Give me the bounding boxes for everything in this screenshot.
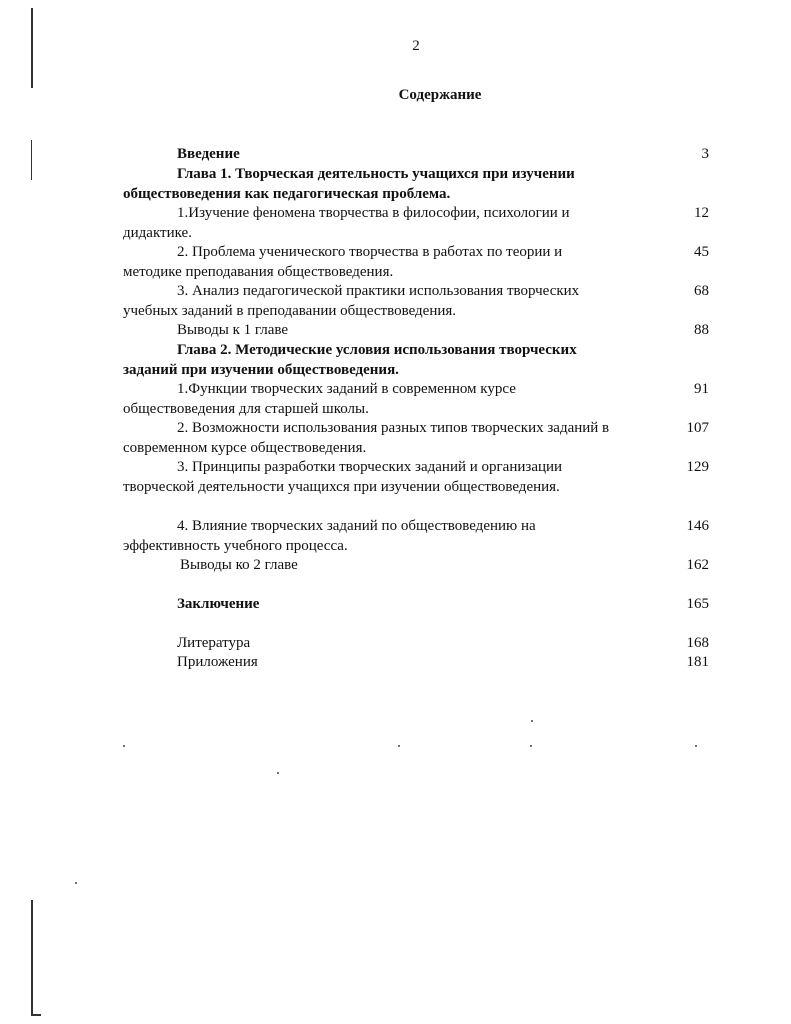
- toc-page-number: 146: [686, 518, 709, 534]
- toc-page-number: 45: [694, 244, 709, 260]
- toc-entry-conclusion: Заключение: [177, 596, 260, 612]
- scan-speck: [398, 745, 400, 747]
- scan-edge-line: [31, 8, 33, 88]
- toc-page-number: 168: [686, 635, 709, 651]
- toc-entry-2-4: 4. Влияние творческих заданий по обществоведению на эффективность учебного процесса.: [123, 518, 536, 554]
- toc-entry-1-2: 2. Проблема ученического творчества в работах по теории и методике преподавания обществоведения.: [123, 244, 563, 280]
- scan-speck: [531, 720, 533, 722]
- toc-page-number: 68: [694, 283, 709, 299]
- toc-page-number: 181: [686, 654, 709, 670]
- toc-entry-2-2: 2. Возможности использования разных типов творческих заданий в современном курсе обществоведения.: [123, 420, 610, 456]
- scan-speck: [277, 772, 279, 774]
- scan-speck: [123, 745, 125, 747]
- toc-entry-2-3: 3. Принципы разработки творческих заданий и организации творческой деятельности учащихся при изучении обществоведения.: [123, 459, 563, 495]
- toc-page-number: 165: [686, 596, 709, 612]
- scan-edge-line: [31, 140, 32, 180]
- toc-page-number: 88: [694, 322, 709, 338]
- page-number: 2: [412, 38, 420, 54]
- scan-speck: [695, 745, 697, 747]
- toc-title: Содержание: [398, 87, 482, 103]
- toc-chapter-2-title: Глава 2. Методические условия использования творческих заданий при изучении обществоведения.: [123, 342, 577, 378]
- toc-page-number: 107: [686, 420, 709, 436]
- scan-edge-line: [31, 1014, 41, 1016]
- scan-speck: [75, 882, 77, 884]
- toc-entry-1-3: 3. Анализ педагогической практики использования творческих учебных заданий в преподавании обществоведения.: [123, 283, 580, 319]
- toc-entry-2-1: 1.Функции творческих заданий в современном курсе обществоведения для старшей школы.: [123, 381, 516, 417]
- toc-entry-2-conclusions: Выводы ко 2 главе: [180, 557, 298, 573]
- toc-entry-intro: [123, 145, 623, 165]
- toc-entry-literature: Литература: [177, 635, 251, 651]
- toc-page-number: 162: [686, 557, 709, 573]
- toc-chapter-1-title: Глава 1. Творческая деятельность учащихся при изучении обществоведения как педагогическая проблема.: [123, 166, 575, 202]
- toc-page-number: 12: [694, 205, 709, 221]
- scan-speck: [530, 745, 532, 747]
- toc-entry-1-conclusions: Выводы к 1 главе: [177, 322, 289, 338]
- toc-page-number: 129: [686, 459, 709, 475]
- scan-edge-line: [31, 900, 33, 1016]
- toc-page-number: 3: [701, 146, 709, 162]
- toc-entry-1-1: 1.Изучение феномена творчества в философии, психологии и дидактике.: [123, 205, 570, 241]
- toc-entry-label: Введение: [177, 146, 240, 162]
- toc-page-number: 91: [694, 381, 709, 397]
- toc-entry-appendices: Приложения: [177, 654, 258, 670]
